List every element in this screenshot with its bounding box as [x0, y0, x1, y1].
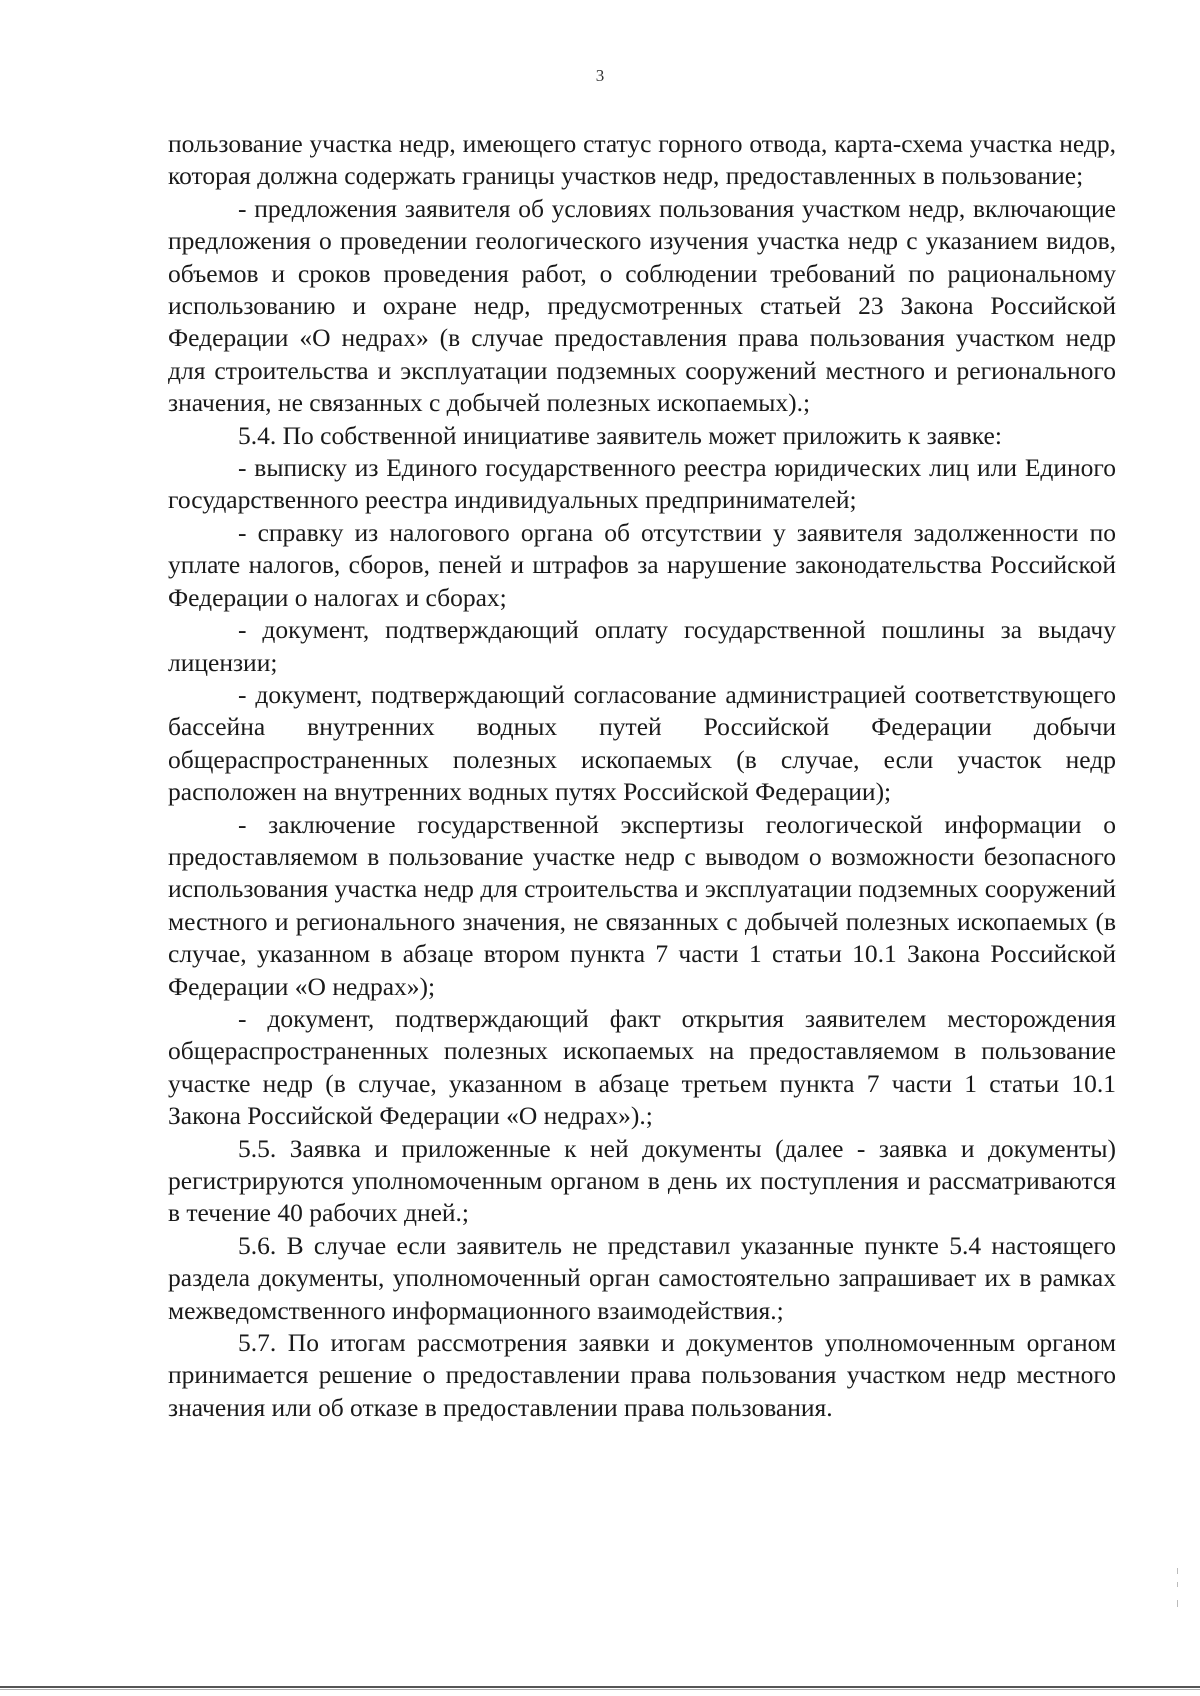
page-number: 3	[595, 66, 605, 85]
paragraph-waterways-approval: - документ, подтверждающий согласование администрацией соответствующего бассейна внутренних водных путей Российской Федерации добычи общераспространенных полезных ископаемых (в случае, если участок недр расположен на внутренних водных путях Российской Федерации);	[168, 679, 1116, 807]
paragraph-5-6: 5.6. В случае если заявитель не представил указанные пункте 5.4 настоящего раздела документы, уполномоченный орган самостоятельно запрашивает их в рамках межведомственного информационного взаимодействия.;	[168, 1230, 1116, 1325]
paragraph-applicant-proposals: - предложения заявителя об условиях пользования участком недр, включающие предложения о проведении геологического изучения участка недр с указанием видов, объемов и сроков проведения работ, о соблюдении требований по рациональному использованию и охране недр, предусмотренных статьей 23 Закона Российской Федерации «О недрах» (в случае предоставления права пользования участком недр для строительства и эксплуатации подземных сооружений местного и регионального значения, не связанных с добычей полезных ископаемых).;	[168, 193, 1116, 418]
scan-bottom-edge	[0, 1686, 1200, 1688]
document-body	[168, 128, 1116, 1424]
paragraph-tax-certificate: - справку из налогового органа об отсутствии у заявителя задолженности по уплате налогов, сборов, пеней и штрафов за нарушение законодательства Российской Федерации о налогах и сборах;	[168, 517, 1116, 612]
paragraph-continuation: пользование участка недр, имеющего статус горного отвода, карта-схема участка недр, которая должна содержать границы участков недр, предоставленных в пользование;	[168, 129, 1116, 191]
paragraph-registry-extract: - выписку из Единого государственного реестра юридических лиц или Единого государственного реестра индивидуальных предпринимателей;	[168, 453, 1116, 515]
scan-bottom-edge-shadow	[0, 1689, 1200, 1690]
paragraph-deposit-discovery: - документ, подтверждающий факт открытия заявителем месторождения общераспространенных полезных ископаемых на предоставляемом в пользование участке недр (в случае, указанном в абзаце третьем пункта 7 части 1 статьи 10.1 Закона Российской Федерации «О недрах»).;	[168, 1003, 1116, 1131]
paragraph-state-fee: - документ, подтверждающий оплату государственной пошлины за выдачу лицензии;	[168, 615, 1116, 677]
scan-speck	[1177, 1582, 1178, 1587]
paragraph-5-7: 5.7. По итогам рассмотрения заявки и документов уполномоченным органом принимается решение о предоставлении права пользования участком недр местного значения или об отказе в предоставлении права пользования.	[168, 1328, 1116, 1422]
scan-speck	[1177, 1568, 1178, 1574]
paragraph-5-4: 5.4. По собственной инициативе заявитель может приложить к заявке:	[238, 420, 1002, 450]
paragraph-5-5: 5.5. Заявка и приложенные к ней документы (далее - заявка и документы) регистрируются уполномоченным органом в день их поступления и рассматриваются в течение 40 рабочих дней.;	[168, 1133, 1116, 1228]
scan-speck	[1177, 1600, 1178, 1607]
paragraph-expert-conclusion: - заключение государственной экспертизы геологической информации о предоставляемом в пользование участке недр с выводом о возможности безопасного использования участка недр для строительства и эксплуатации подземных сооружений местного и регионального значения, не связанных с добычей полезных ископаемых (в случае, указанном в абзаце втором пункта 7 части 1 статьи 10.1 Закона Российской Федерации «О недрах»);	[168, 809, 1116, 1001]
